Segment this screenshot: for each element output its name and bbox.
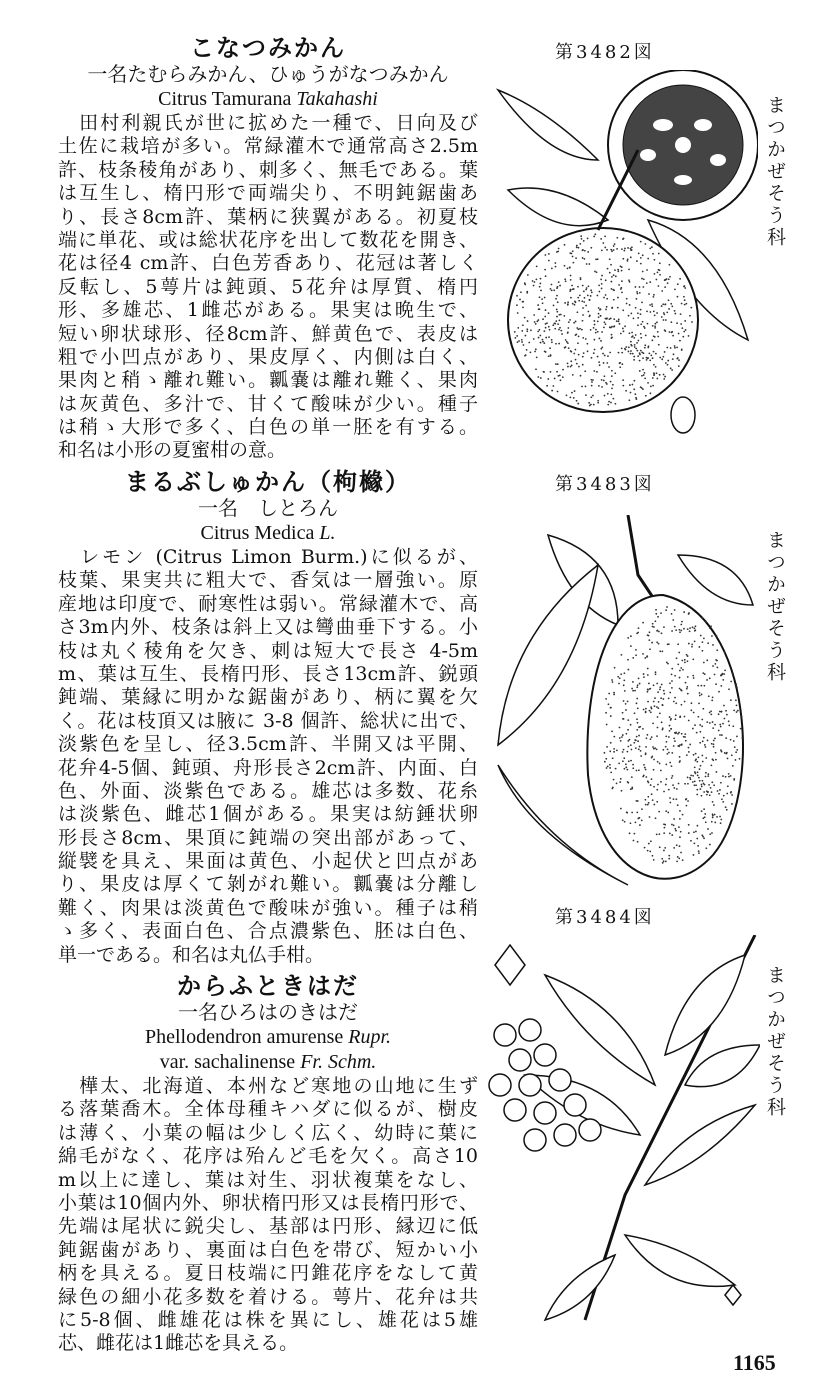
page-number: 1165 <box>733 1350 776 1375</box>
berry <box>579 1119 601 1141</box>
body-line: 枝葉、果実共に粗大で、香気は一層強い。原 <box>58 569 478 592</box>
entry-title: こなつみかん <box>190 34 346 62</box>
berry <box>519 1074 541 1096</box>
body-line: さ3m内外、枝条は斜上又は彎曲垂下する。小 <box>58 616 478 639</box>
berry <box>554 1124 576 1146</box>
body-line: 粗で小凹点があり、果皮厚く、内側は白く、 <box>58 345 478 368</box>
entry-marubushukan <box>58 468 478 967</box>
entry-title: からふときはだ <box>177 972 359 1000</box>
berry <box>509 1049 531 1071</box>
body-line: 土佐に栽培が多い。常緑灌木で通常高さ2.5m <box>58 135 478 158</box>
alt-names: 一名ひろはのきはだ <box>178 1000 358 1024</box>
scientific-name: Citrus Tamurana Takahashi <box>158 88 378 110</box>
konatsumikan-illustration <box>488 70 758 470</box>
scientific-variety: var. sachalinense Fr. Schm. <box>159 1051 377 1073</box>
berry <box>549 1069 571 1091</box>
body-line: m、葉は互生、長楕円形、長さ13cm許、鋭頭 <box>58 662 478 685</box>
body-line: り、果皮は厚くて剝がれ難い。瓤嚢は分離し <box>58 873 478 896</box>
entry-karafutokihada <box>58 972 478 1356</box>
body-line: m以上に達し、葉は対生、羽状複葉をなし、 <box>58 1168 478 1191</box>
berry <box>534 1044 556 1066</box>
body-line: り、長さ8cm許、葉柄に狭翼がある。初夏枝 <box>58 205 478 228</box>
body-line: 芯、雌花は1雌芯を具える。 <box>58 1332 299 1355</box>
body-line: 先端は尾状に鋭尖し、基部は円形、縁辺に低 <box>58 1215 478 1238</box>
body-line: 反転し、5萼片は鈍頭、5花弁は厚質、楕円 <box>58 275 478 298</box>
alt-names: 一名たむらみかん、ひゅうがなつみかん <box>87 62 449 86</box>
body-line: る落葉喬木。全体母種キハダに似るが、樹皮 <box>58 1098 478 1121</box>
berry <box>564 1094 586 1116</box>
berry <box>524 1129 546 1151</box>
berry <box>519 1019 541 1041</box>
family-label: まつかぜそう科 <box>764 965 786 1119</box>
body-line: 許、枝条稜角があり、刺多く、無毛である。葉 <box>58 158 478 181</box>
berry <box>494 1024 516 1046</box>
body-line: 柄を具える。夏日枝端に円錐花序をなして黄 <box>58 1262 478 1285</box>
berry <box>504 1099 526 1121</box>
body-line: は淡紫色、雌芯1個がある。果実は紡錘状卵 <box>58 803 478 826</box>
body-line: 花弁4-5個、鈍頭、舟形長さ2cm許、内面、白 <box>58 756 478 779</box>
body-line: 色、外面、淡紫色である。雄芯は多数、花糸 <box>58 779 478 802</box>
body-line: 短い卵状球形、径8cm許、鮮黄色で、表皮は <box>58 322 478 345</box>
entry-body <box>58 546 478 967</box>
body-line: 小葉は10個内外、卵状楕円形又は長楕円形で、 <box>58 1191 478 1214</box>
body-line: 形長さ8cm、果頂に鈍端の突出部があって、 <box>58 826 478 849</box>
body-line: 淡紫色を呈し、径3.5cm許、半開又は平開、 <box>58 733 478 756</box>
body-line: 鈍鋸歯があり、裏面は白色を帯び、短かい小 <box>58 1238 478 1261</box>
body-line: に5-8個、雌雄花は株を異にし、雄花は5雄 <box>58 1308 478 1331</box>
body-line: レモン (Citrus Limon Burm.)に似るが、 <box>58 546 478 568</box>
scientific-name: Citrus Medica L. <box>200 522 336 544</box>
body-line: 枝は丸く稜角を欠き、刺は短大で長さ 4-5m <box>58 639 478 662</box>
body-line: 産地は印度で、耐寒性は弱い。常緑灌木で、高 <box>58 592 478 615</box>
body-line: 田村利親氏が世に拡めた一種で、日向及び <box>58 112 478 134</box>
karafutokihada-illustration <box>485 935 760 1325</box>
figure-caption: 第3483図 <box>555 474 655 495</box>
body-line: 和名は小形の夏蜜柑の意。 <box>58 439 287 462</box>
family-label: まつかぜそう科 <box>764 530 786 684</box>
body-line: ゝ多く、表面白色、合点濃紫色、胚は白色、 <box>58 920 478 943</box>
body-line: 難く、肉果は淡黄色で酸味が強い。種子は稍 <box>58 896 478 919</box>
berry <box>534 1102 556 1124</box>
body-line: 果肉と稍ゝ離れ難い。瓤嚢は離れ難く、果肉 <box>58 369 478 392</box>
marubushukan-illustration <box>488 515 758 895</box>
figure-caption: 第3482図 <box>555 42 655 63</box>
entry-body <box>58 1075 478 1356</box>
entry-title: まるぶしゅかん（枸櫞） <box>125 468 411 496</box>
body-line: は灰黄色、多汁で、甘くて酸味が少い。種子 <box>58 392 478 415</box>
berry <box>489 1074 511 1096</box>
body-line: く。花は枝頂又は腋に 3-8 個許、総状に出で、 <box>58 709 478 732</box>
entry-konatsumikan <box>58 34 478 463</box>
body-line: 樺太、北海道、本州など寒地の山地に生ず <box>58 1075 478 1097</box>
entry-body <box>58 112 478 463</box>
body-line: 形、多雄芯、1雌芯がある。果実は晩生で、 <box>58 299 478 322</box>
body-line: 端に単花、或は総状花序を出して数花を開き、 <box>58 228 478 251</box>
body-line: は互生し、楕円形で両端尖り、不明鈍鋸歯あ <box>58 182 478 205</box>
body-line: 花は径4 cm許、白色芳香あり、花冠は著しく <box>58 252 478 275</box>
body-line: は稍ゝ大形で多く、白色の単一胚を有する。 <box>58 416 478 439</box>
figure-caption: 第3484図 <box>555 907 655 928</box>
family-label: まつかぜそう科 <box>764 95 786 249</box>
alt-names: 一名 しとろん <box>198 496 338 520</box>
body-line: 鈍端、葉縁に明かな鋸歯があり、柄に翼を欠 <box>58 686 478 709</box>
body-line: は薄く、小葉の幅は少しく広く、幼時に葉に <box>58 1121 478 1144</box>
body-line: 単一である。和名は丸仏手柑。 <box>58 943 325 966</box>
scientific-name: Phellodendron amurense Rupr. <box>144 1026 392 1048</box>
body-line: 綿毛がなく、花序は殆んど毛を欠く。高さ10 <box>58 1145 478 1168</box>
body-line: 縦襞を具え、果面は黄色、小起伏と凹点があ <box>58 850 478 873</box>
body-line: 緑色の細小花多数を着ける。萼片、花弁は共 <box>58 1285 478 1308</box>
